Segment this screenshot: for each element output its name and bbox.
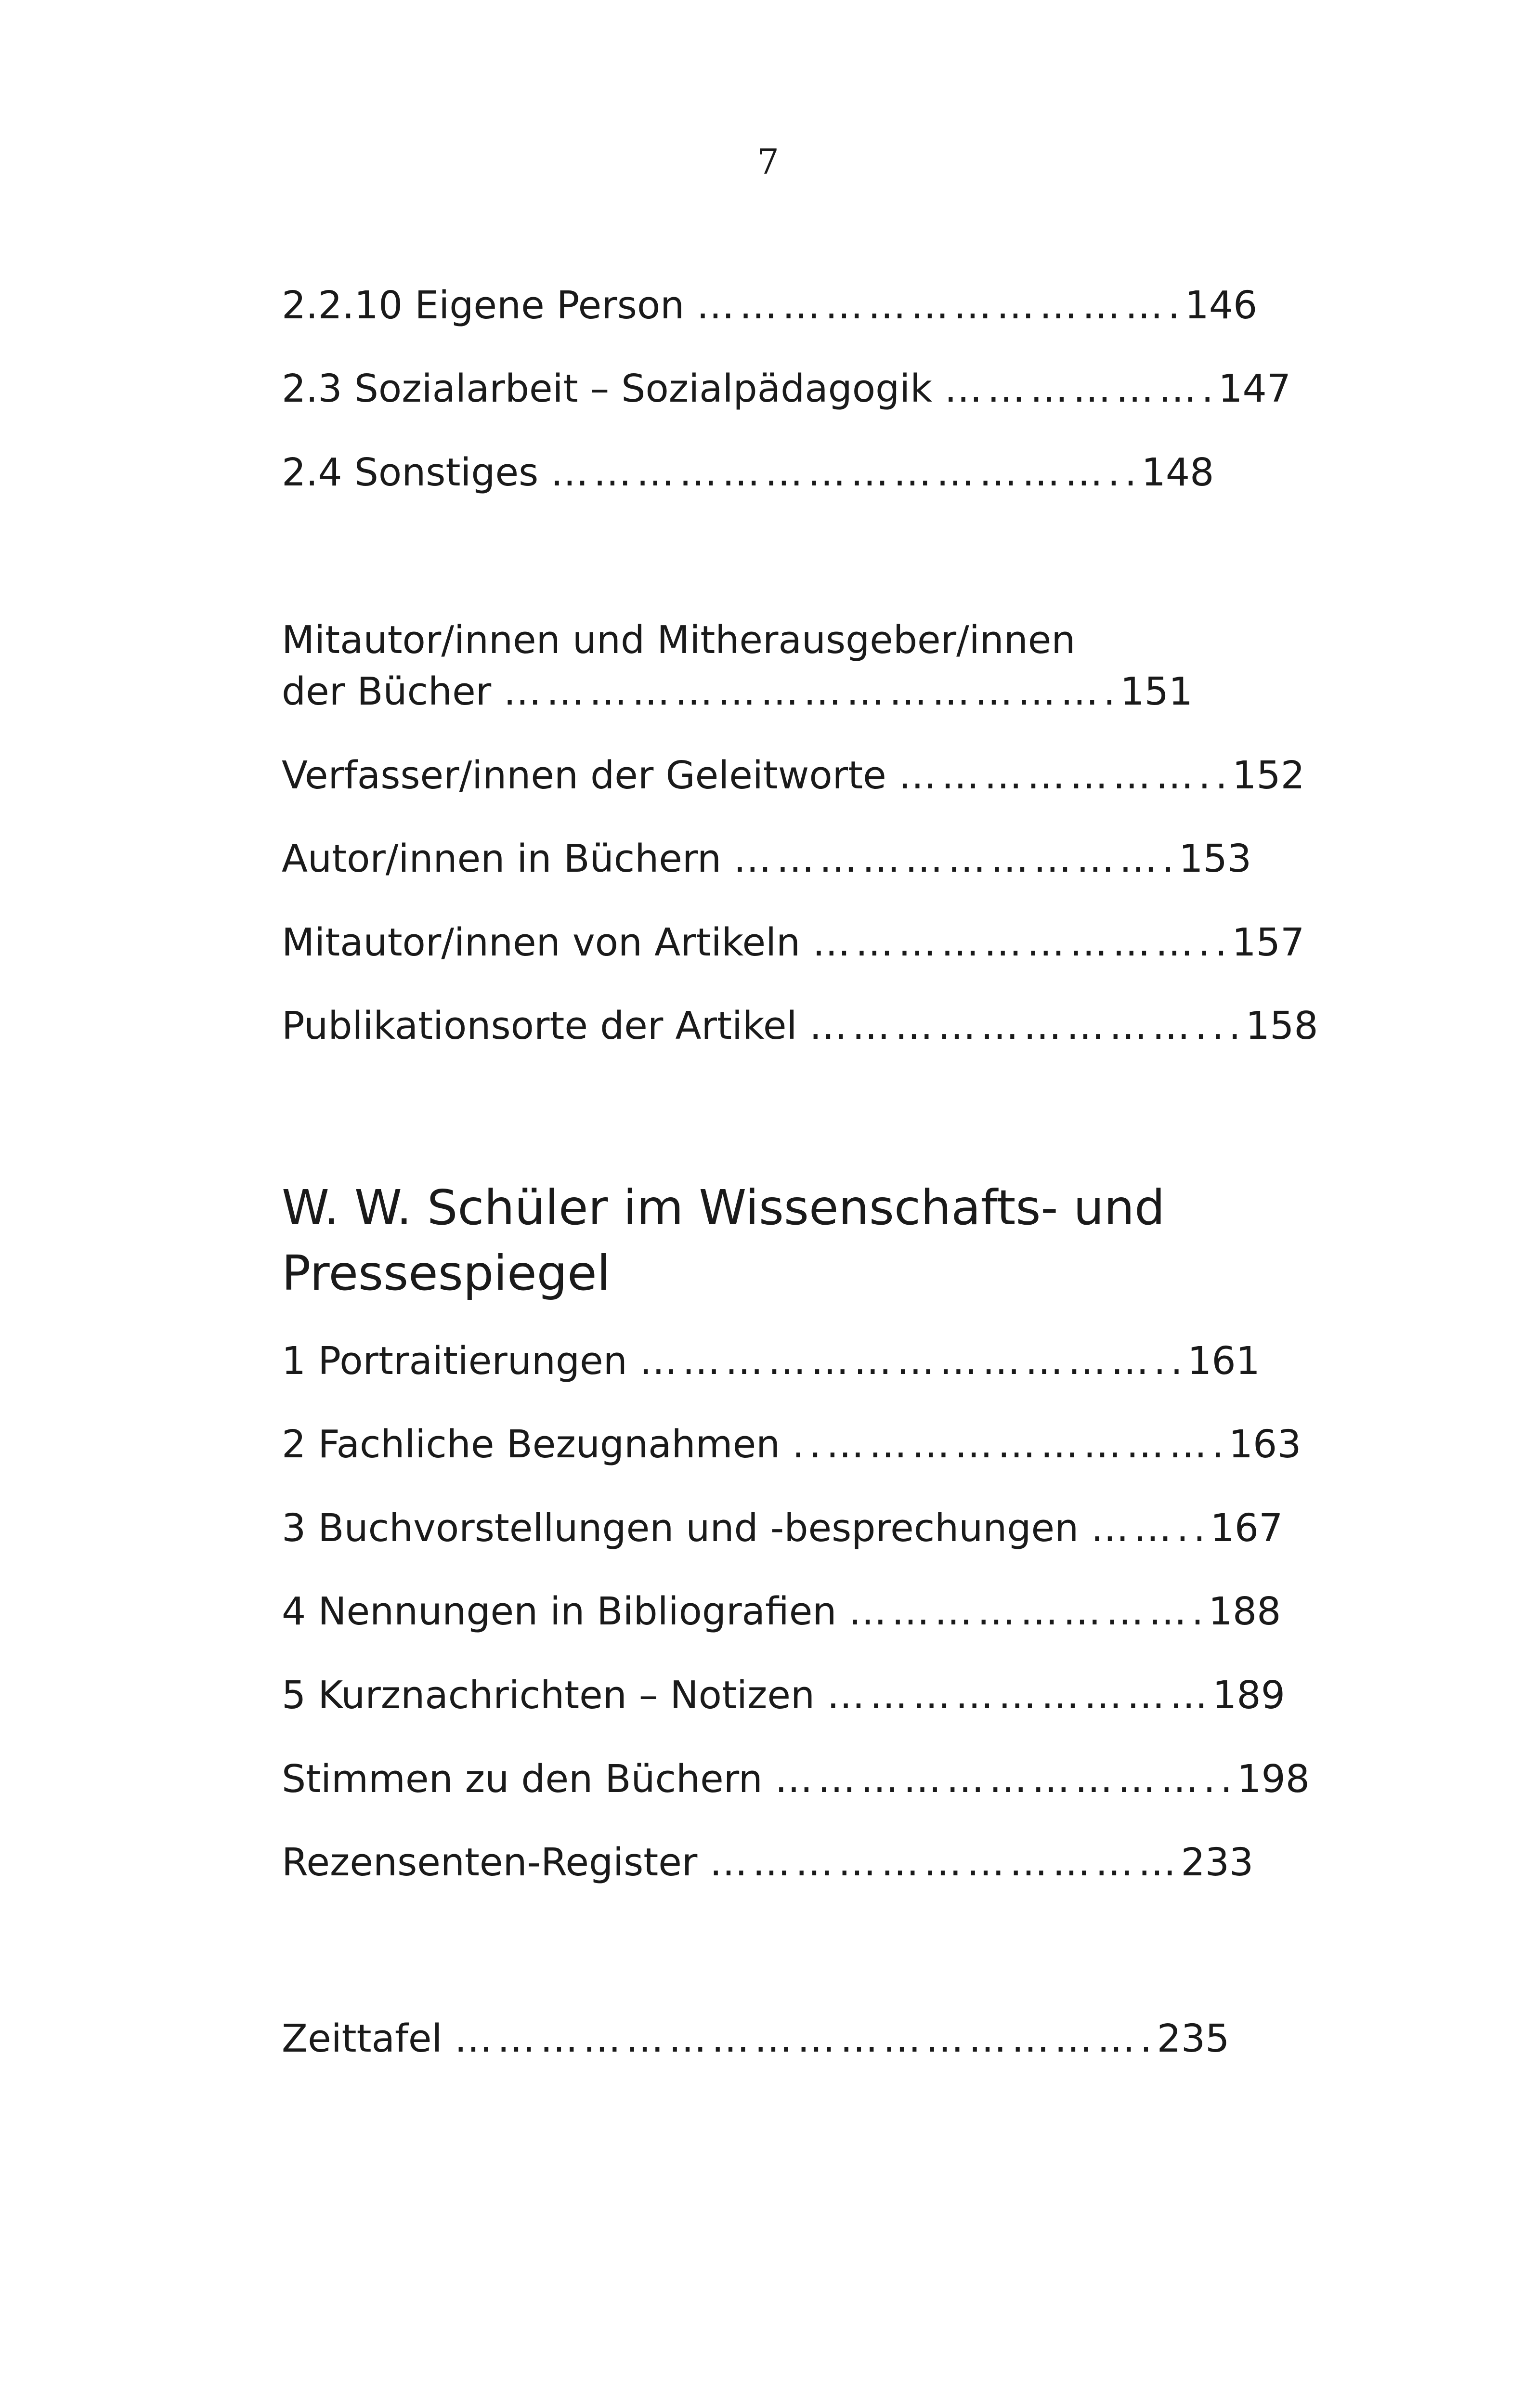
toc-page-ref: 189 (1212, 1673, 1285, 1717)
toc-entry-label: 1 Portraitierungen (282, 1339, 627, 1383)
toc-entry-portraitierungen[interactable] (282, 1339, 1260, 1383)
toc-page-ref: 233 (1181, 1840, 1254, 1885)
toc-entry-sonstiges[interactable] (282, 450, 1214, 495)
toc-leader-dots: ……………………………. (696, 283, 1185, 327)
toc-entry-publikationsorte[interactable] (282, 1004, 1318, 1048)
toc-entry-label: 4 Nennungen in Bibliografien (282, 1589, 837, 1634)
toc-leader-dots: ……………………………………. (503, 669, 1120, 714)
toc-entry-sozialarbeit[interactable] (282, 366, 1291, 411)
toc-leader-dots: …….. (1091, 1506, 1211, 1550)
toc-page-ref: 151 (1120, 669, 1193, 714)
toc-entry-label: 2 Fachliche Bezugnahmen (282, 1422, 781, 1466)
toc-entry-label: 2.2.10 Eigene Person (282, 283, 685, 327)
toc-entry-eigene-person[interactable] (282, 283, 1258, 327)
section-heading-line-2: Pressespiegel (282, 1245, 611, 1301)
toc-leader-dots: …………………………. (733, 837, 1179, 881)
toc-page-ref: 152 (1232, 753, 1305, 798)
toc-entry-kurznachrichten[interactable] (282, 1673, 1285, 1717)
toc-entry-stimmen[interactable] (282, 1757, 1310, 1801)
toc-entry-label: der Bücher (282, 669, 492, 714)
toc-leader-dots: ………………….. (898, 753, 1233, 798)
toc-leader-dots: ……………………….. (812, 920, 1232, 965)
toc-entry-label: Publikationsorte der Artikel (282, 1004, 797, 1048)
toc-leader-dots: ………………………….. (775, 1757, 1237, 1801)
toc-page-ref: 148 (1141, 450, 1214, 495)
toc-entry-geleitworte[interactable] (282, 753, 1305, 798)
section-heading (282, 1175, 1165, 1306)
toc-entry-label: 2.4 Sonstiges (282, 450, 539, 495)
toc-leader-dots: ………………. (944, 366, 1219, 411)
toc-entry-label: Autor/innen in Büchern (282, 837, 722, 881)
page-number: 7 (757, 142, 779, 182)
toc-page-ref: 158 (1245, 1004, 1318, 1048)
toc-leader-dots: ..………………………. (792, 1422, 1229, 1466)
toc-entry-bibliografien[interactable] (282, 1589, 1281, 1634)
toc-entry-label: Stimmen zu den Büchern (282, 1757, 763, 1801)
toc-page-ref: 161 (1187, 1339, 1260, 1383)
section-heading-line-1: W. W. Schüler im Wissenschafts- und (282, 1179, 1165, 1236)
toc-leader-dots: ……………………………….. (639, 1339, 1188, 1383)
toc-leader-dots: ……………………… (827, 1673, 1213, 1717)
toc-leader-dots: ………………………………….. (550, 450, 1142, 495)
toc-page-ref: 167 (1210, 1506, 1283, 1550)
toc-entry-label: Zeittafel (282, 2016, 443, 2061)
toc-entry-buchvorstellungen[interactable] (282, 1506, 1283, 1550)
toc-page-ref: 188 (1208, 1589, 1281, 1634)
toc-page-ref: 153 (1179, 837, 1252, 881)
toc-entry-rezensenten-register[interactable] (282, 1840, 1254, 1885)
toc-entry-label-line-1: Mitautor/innen und Mitherausgeber/innen (282, 618, 1076, 662)
toc-leader-dots: ……………………. (848, 1589, 1209, 1634)
toc-entry-mitautoren-artikel[interactable] (282, 920, 1305, 965)
toc-leader-dots: …………………………… (709, 1840, 1181, 1885)
toc-entry-label-line-2 (282, 669, 1193, 714)
toc-page-ref: 198 (1237, 1757, 1310, 1801)
toc-entry-label: Verfasser/innen der Geleitworte (282, 753, 886, 798)
toc-page-ref: 157 (1232, 920, 1305, 965)
toc-entry-label: Rezensenten-Register (282, 1840, 698, 1885)
toc-page-ref: 235 (1157, 2016, 1230, 2061)
toc-entry-label: 2.3 Sozialarbeit – Sozialpädagogik (282, 366, 932, 411)
toc-entry-mitautoren-buecher[interactable] (282, 618, 1193, 714)
toc-entry-label: 5 Kurznachrichten – Notizen (282, 1673, 815, 1717)
toc-leader-dots: …………………………………………. (454, 2016, 1157, 2061)
toc-entry-label: 3 Buchvorstellungen und -besprechungen (282, 1506, 1079, 1550)
toc-page-ref: 146 (1185, 283, 1258, 327)
toc-leader-dots: ………………………... (809, 1004, 1246, 1048)
toc-page-ref: 163 (1228, 1422, 1302, 1466)
toc-entry-label: Mitautor/innen von Artikeln (282, 920, 801, 965)
toc-page-ref: 147 (1218, 366, 1291, 411)
toc-entry-zeittafel[interactable] (282, 2016, 1230, 2061)
toc-entry-autoren-buechern[interactable] (282, 837, 1252, 881)
toc-entry-bezugnahmen[interactable] (282, 1422, 1302, 1466)
